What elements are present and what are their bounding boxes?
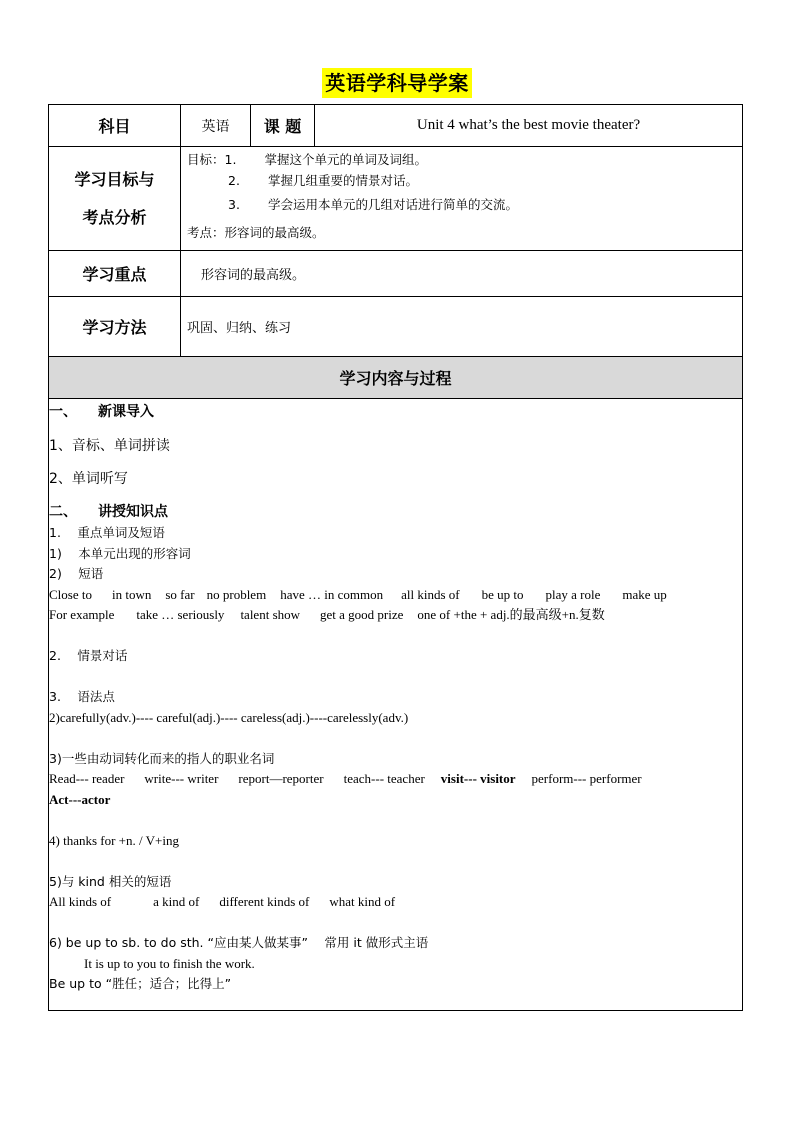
- phrase: all kinds of: [401, 586, 460, 602]
- point-2: 2. 情景对话: [49, 648, 128, 663]
- grammar-3-line1: [49, 769, 742, 790]
- point-1a: 1) 本单元出现的形容词: [49, 545, 191, 561]
- phrase: one of +the + adj.的最高级+n.复数: [417, 607, 605, 622]
- focus-label: 学习重点: [49, 251, 181, 297]
- occupation-pair-bold: Act---actor: [49, 791, 111, 807]
- kind-phrase: different kinds of: [219, 894, 310, 909]
- section-title: 学习内容与过程: [49, 357, 743, 399]
- phrase: be up to: [481, 586, 524, 602]
- grammar-5-items: [49, 892, 742, 913]
- grammar-2: 2)carefully(adv.)---- careful(adj.)---- careless(adj.)----carelessly(adv.): [49, 709, 409, 725]
- grammar-6-title: 6) be up to sb. to do sth. “应由某人做某事” 常用 it 做形式主语: [49, 935, 429, 950]
- kind-phrase: a kind of: [153, 894, 200, 909]
- subject-label: 科目: [49, 105, 181, 147]
- part1-item: 2、单词听写: [49, 471, 128, 487]
- goal-item: [187, 170, 736, 191]
- exam-point: 考点：形容词的最高级。: [187, 225, 325, 240]
- goal-item: [187, 194, 736, 215]
- phrases-line1: [49, 585, 742, 606]
- subject-row: [49, 105, 743, 147]
- grammar-6-example: It is up to you to finish the work.: [84, 955, 255, 971]
- phrase: no problem: [206, 586, 267, 602]
- phrases-line2: [49, 605, 742, 626]
- kind-phrase: what kind of: [329, 894, 396, 909]
- point-3: 3. 语法点: [49, 689, 115, 704]
- goals-prefix: 目标：: [187, 152, 225, 167]
- method-value: 巩固、归纳、练习: [181, 297, 743, 357]
- point-1b: 2) 短语: [49, 566, 104, 581]
- goal-text: 掌握这个单元的单词及词组。: [264, 152, 428, 167]
- goals-label-line2: 考点分析: [82, 207, 147, 227]
- occupation-pair: report—reporter: [238, 771, 324, 786]
- part2-title: 二、 讲授知识点: [49, 504, 168, 520]
- phrase: so far: [165, 586, 195, 602]
- phrase: take … seriously: [136, 607, 225, 622]
- occupation-pair: Read--- reader: [49, 771, 125, 786]
- goal-number: 2.: [228, 173, 240, 188]
- grammar-3-line2: [49, 790, 742, 811]
- grammar-6-last: Be up to “胜任；适合；比得上”: [49, 976, 232, 991]
- goals-row: [49, 147, 743, 251]
- content-row: [49, 399, 743, 1011]
- kind-phrase: All kinds of: [49, 894, 112, 909]
- part1-title: 一、 新课导入: [49, 404, 154, 420]
- phrase: For example: [49, 607, 115, 622]
- phrase: make up: [622, 586, 667, 602]
- topic-label: 课 题: [251, 105, 315, 147]
- grammar-4: 4) thanks for +n. / V+ing: [49, 832, 179, 848]
- focus-value: 形容词的最高级。: [181, 251, 743, 297]
- goals-content: [181, 147, 743, 251]
- document-title: 英语学科导学案: [322, 68, 472, 98]
- grammar-5-title: 5)与 kind 相关的短语: [49, 873, 172, 889]
- occupation-pair-bold: visit--- visitor: [440, 771, 516, 786]
- goal-text: 掌握几组重要的情景对话。: [268, 173, 419, 188]
- phrase: talent show: [240, 607, 301, 622]
- method-label: 学习方法: [49, 297, 181, 357]
- content-cell: [49, 399, 743, 1011]
- phrase: get a good prize: [320, 607, 404, 622]
- occupation-pair: write--- writer: [144, 771, 219, 786]
- goal-text: 学会运用本单元的几组对话进行简单的交流。: [268, 197, 519, 212]
- subject-value: 英语: [181, 105, 251, 147]
- phrase: have … in common: [280, 586, 384, 602]
- occupation-pair: teach--- teacher: [343, 771, 425, 786]
- occupation-pair: perform--- performer: [531, 771, 642, 786]
- goal-number: 1.: [224, 152, 237, 167]
- part1-item: 1、音标、单词拼读: [49, 438, 170, 454]
- title-wrapper: [0, 68, 794, 98]
- goal-number: 3.: [228, 197, 240, 212]
- goals-label-line1: 学习目标与: [74, 169, 155, 189]
- phrase: play a role: [545, 586, 601, 602]
- topic-value: Unit 4 what’s the best movie theater?: [315, 105, 743, 147]
- phrase: in town: [111, 586, 152, 602]
- lesson-plan-table: [48, 104, 743, 1011]
- method-row: [49, 297, 743, 357]
- goal-item: [187, 149, 736, 170]
- focus-row: [49, 251, 743, 297]
- point-1: 1. 重点单词及短语: [49, 525, 165, 540]
- section-title-row: [49, 357, 743, 399]
- phrase: Close to: [49, 586, 92, 602]
- goals-label: [49, 147, 181, 251]
- grammar-3-title: 3)一些由动词转化而来的指人的职业名词: [49, 750, 275, 766]
